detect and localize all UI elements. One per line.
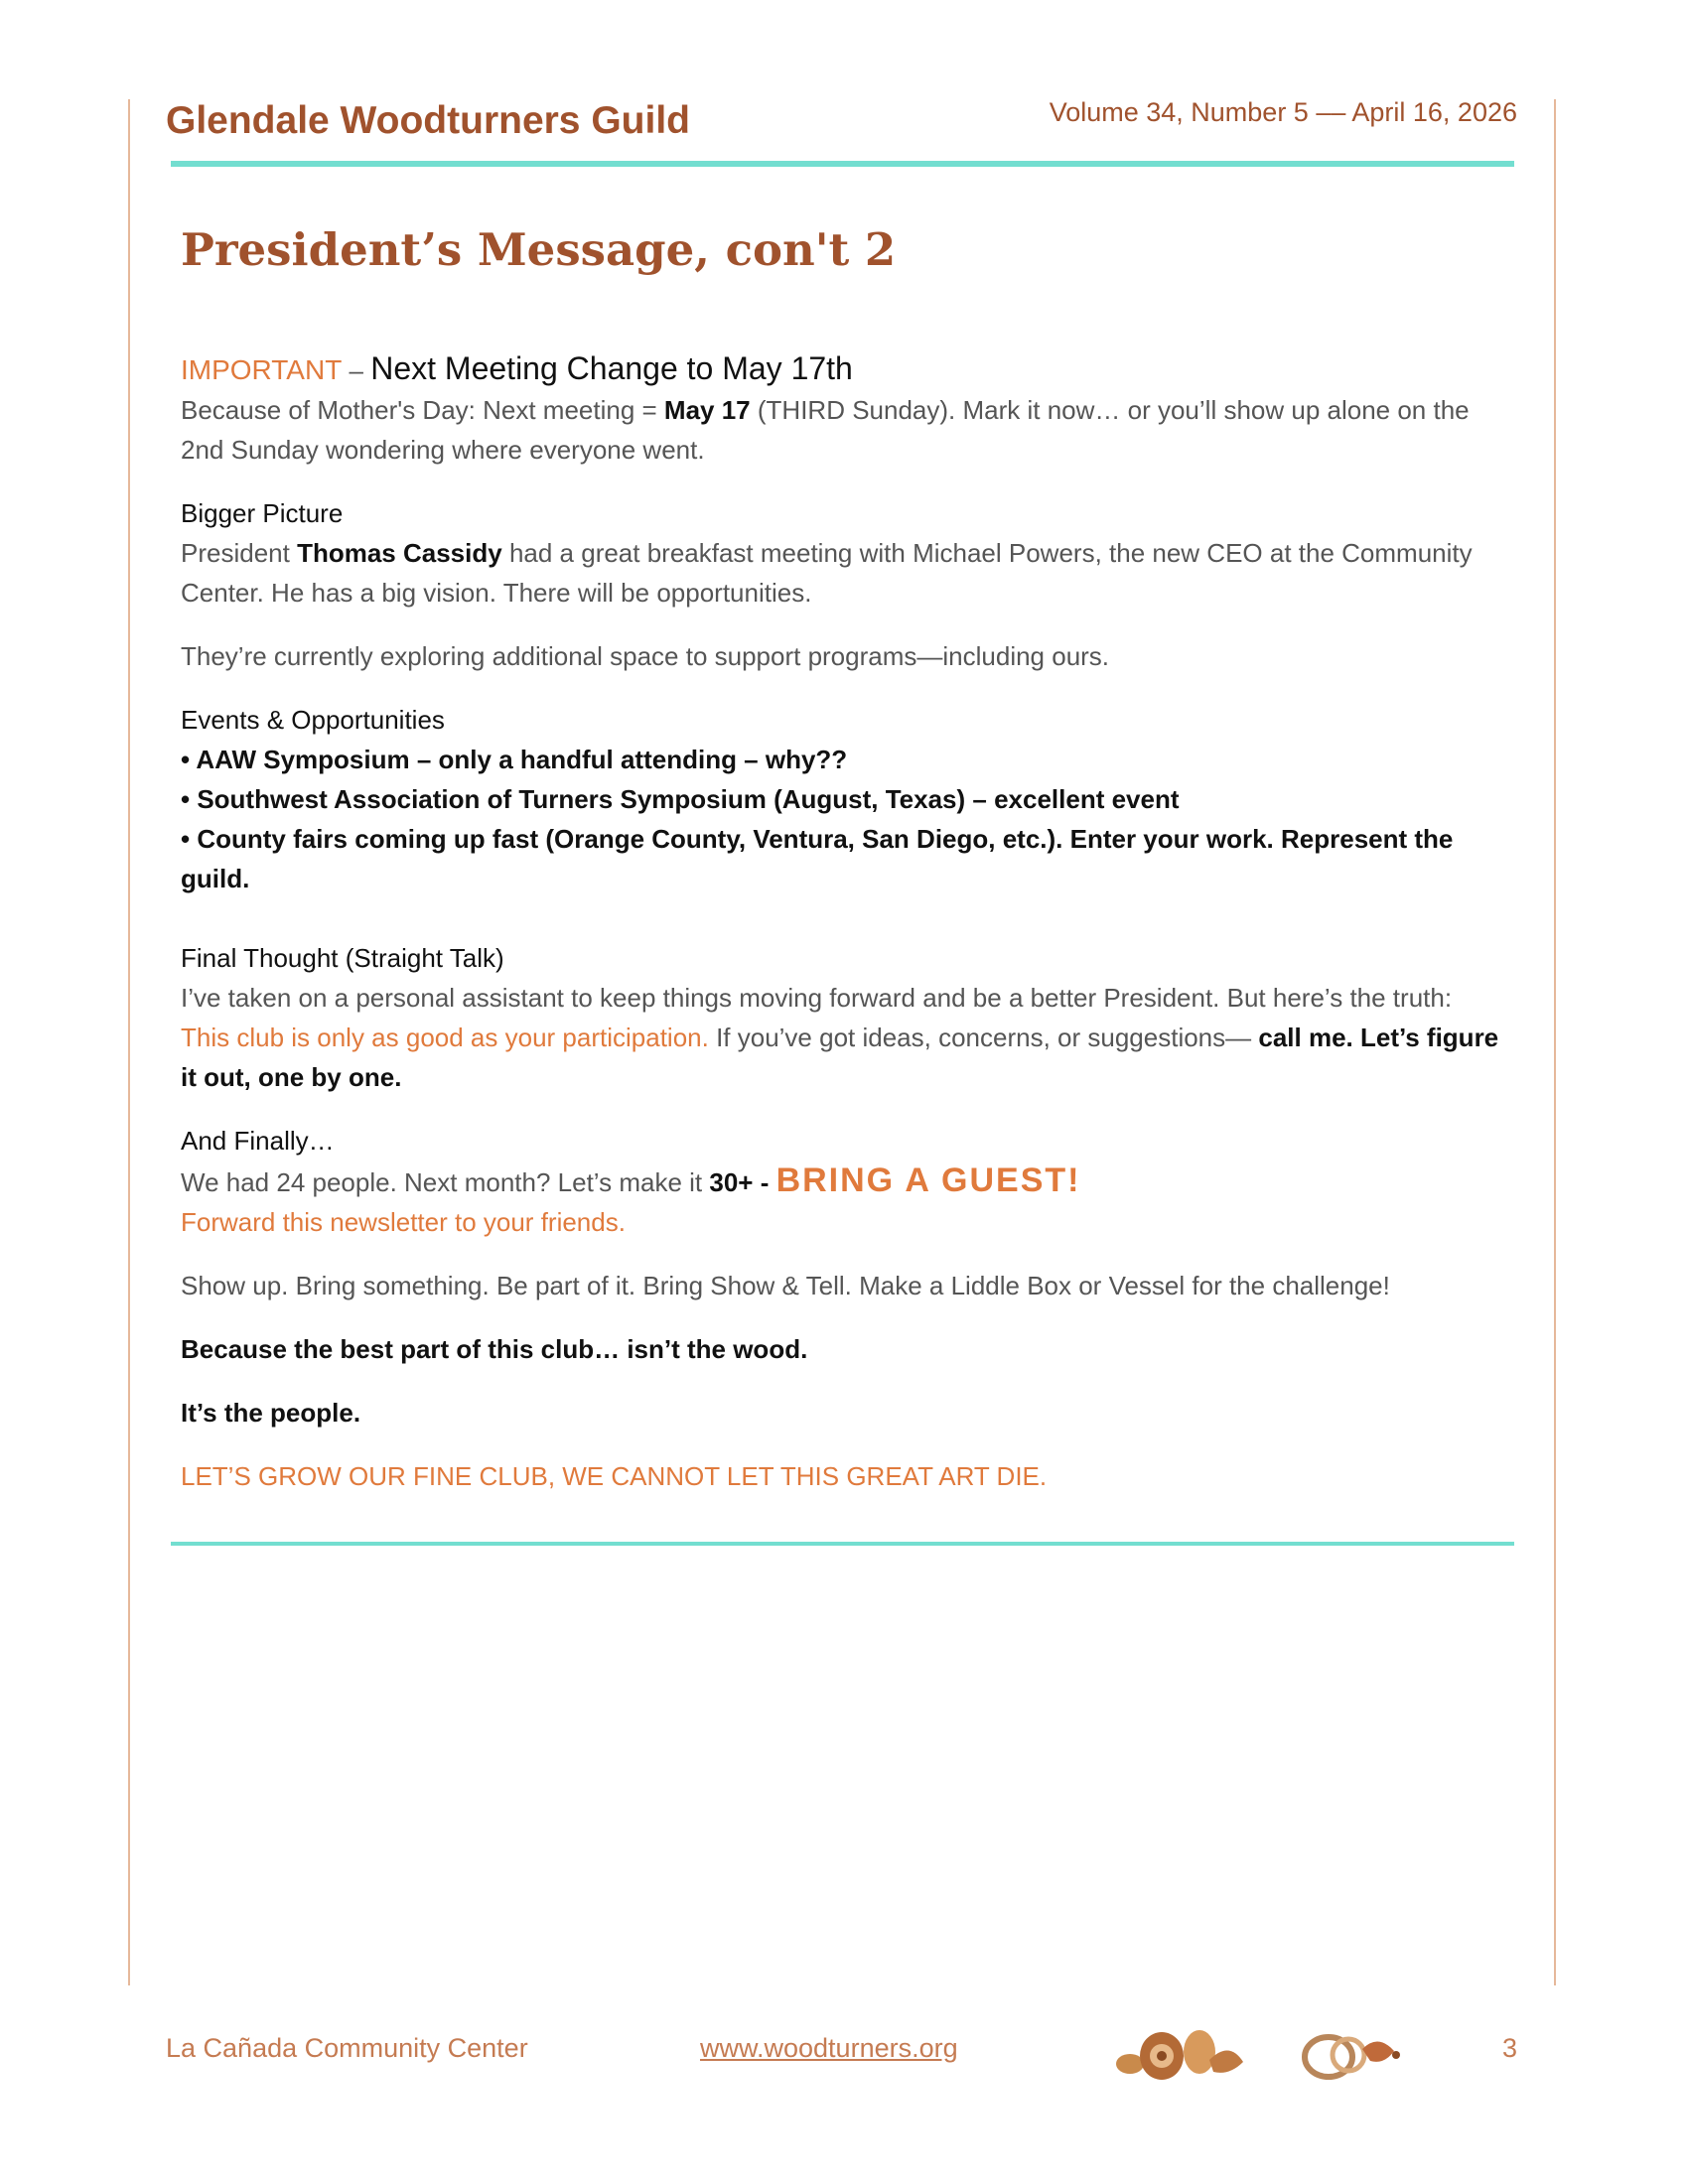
header-rule (171, 161, 1514, 167)
ft-bold-text: call me. Let’s figure it out, one by one. (181, 1023, 1499, 1092)
and-finally-line1 (181, 1160, 1501, 1202)
footer-location: La Cañada Community Center (166, 2033, 528, 2063)
bp-text-b: had a great breakfast meeting with Michael Powers, the new CEO at the Community Center. He has a big vision. There will be opportunities. (181, 538, 1473, 608)
footer-website-link[interactable]: www.woodturners.org (700, 2033, 958, 2063)
bp-text-a: President (181, 538, 298, 568)
event-item: • Southwest Association of Turners Symposium (August, Texas) – excellent event (181, 784, 1180, 814)
turned-wood-logo-icon (1110, 2020, 1249, 2092)
guild-name: Glendale Woodturners Guild (166, 99, 690, 142)
af-target: 30+ (709, 1167, 754, 1197)
final-thought-text (181, 978, 1501, 1097)
and-finally-heading: And Finally… (181, 1126, 335, 1156)
people-text: It’s the people. (181, 1398, 361, 1428)
af-dash: - (753, 1167, 776, 1197)
page-title: President’s Message, con't 2 (181, 223, 897, 276)
bigger-picture-p2: They’re currently exploring additional space to support programs—including ours. (181, 641, 1110, 671)
main-content (181, 348, 1501, 1496)
president-name: Thomas Cassidy (297, 538, 502, 568)
next-meeting-headline: Next Meeting Change to May 17th (370, 350, 853, 386)
ft-text-1: I’ve taken on a personal assistant to keep things moving forward and be a better President. But here’s the truth: (181, 983, 1453, 1013)
important-text-b: (THIRD Sunday). Mark it now… or you’ll show up alone on the 2nd Sunday wondering where everyone went. (181, 395, 1470, 465)
bigger-picture-heading: Bigger Picture (181, 498, 344, 528)
important-label: IMPORTANT (181, 354, 343, 385)
important-text (181, 390, 1501, 470)
forward-newsletter: Forward this newsletter to your friends. (181, 1207, 626, 1237)
ring-sculpture-logo-icon (1299, 2025, 1404, 2085)
page-number: 3 (1501, 2033, 1517, 2063)
bring-guest-callout: BRING A GUEST! (775, 1161, 1081, 1199)
af-text-a: We had 24 people. Next month? Let’s make it (181, 1167, 710, 1197)
issue-info: Volume 34, Number 5 –– April 16, 2026 (1049, 97, 1517, 127)
closing-callout: LET’S GROW OUR FINE CLUB, WE CANNOT LET THIS GREAT ART DIE. (181, 1461, 1048, 1491)
right-margin-line (1554, 99, 1556, 1985)
best-part-text: Because the best part of this club… isn’t the wood. (181, 1334, 808, 1364)
section-spacer (181, 898, 1501, 938)
important-text-a: Because of Mother's Day: Next meeting = (181, 395, 664, 425)
left-margin-line (128, 99, 130, 1985)
final-thought-heading: Final Thought (Straight Talk) (181, 943, 504, 973)
important-date: May 17 (663, 395, 751, 425)
bigger-picture-p1 (181, 533, 1501, 613)
important-dash: – (342, 355, 371, 385)
ft-text-2: If you’ve got ideas, concerns, or suggestions— (708, 1023, 1259, 1052)
event-item: • AAW Symposium – only a handful attending – why?? (181, 745, 848, 774)
show-up-text: Show up. Bring something. Be part of it. Bring Show & Tell. Make a Liddle Box or Vessel for the challenge! (181, 1271, 1390, 1300)
content-end-rule (171, 1542, 1514, 1546)
ft-orange-text: This club is only as good as your participation. (181, 1023, 709, 1052)
events-heading: Events & Opportunities (181, 705, 445, 735)
important-heading (181, 348, 1501, 390)
event-item: • County fairs coming up fast (Orange County, Ventura, San Diego, etc.). Enter your work. Represent the guild. (181, 824, 1454, 893)
